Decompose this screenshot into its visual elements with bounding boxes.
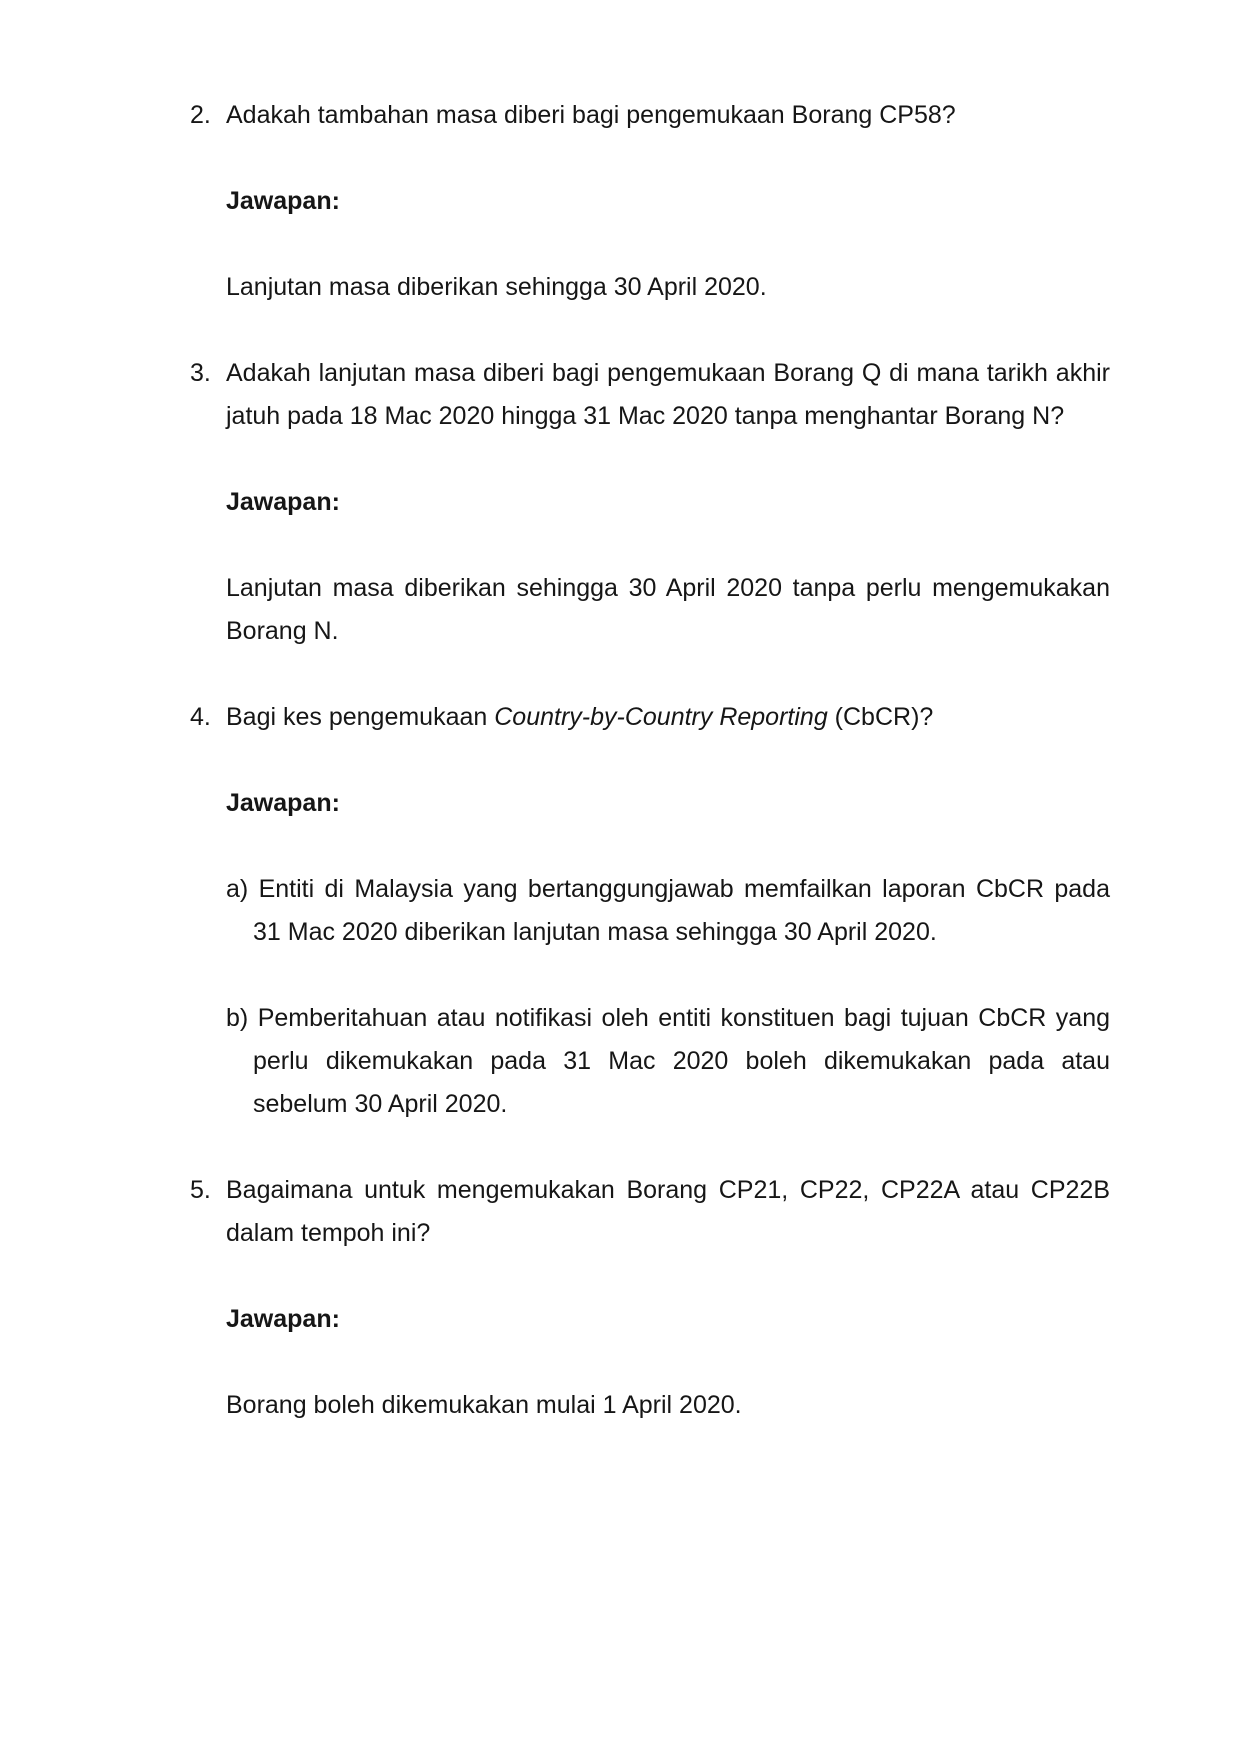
sub-answer-text: Pemberitahuan atau notifikasi oleh entiti konstituen bagi tujuan CbCR yang perlu dikemukakan pada 31 Mac 2020 boleh dikemukakan pada atau sebelum 30 April 2020. [253, 1004, 1111, 1118]
sub-answer-text: Entiti di Malaysia yang bertanggungjawab memfailkan laporan CbCR pada 31 Mac 2020 diberikan lanjutan masa sehingga 30 April 2020. [253, 875, 1110, 946]
list-number: 5. [190, 1176, 211, 1204]
question-text: Bagaimana untuk mengemukakan Borang CP21, CP22, CP22A atau CP22B dalam tempoh ini? [226, 1176, 1110, 1247]
question-text-prefix: Bagi kes pengemukaan [226, 703, 495, 731]
list-number: 2. [190, 101, 211, 129]
question-text-italic: Country-by-Country Reporting [494, 703, 828, 731]
answer-text-2: Lanjutan masa diberikan sehingga 30 April 2020. [226, 273, 767, 301]
question-text: Adakah tambahan masa diberi bagi pengemukaan Borang CP58? [226, 101, 956, 129]
answer-text-5: Borang boleh dikemukakan mulai 1 April 2020. [226, 1391, 742, 1419]
sub-answer-marker: a) [226, 875, 249, 903]
list-number: 4. [190, 703, 211, 731]
answer-text-3: Lanjutan masa diberikan sehingga 30 April 2020 tanpa perlu mengemukakan Borang N. [226, 574, 1110, 645]
sub-answer-a [226, 868, 1110, 954]
answer-label-3: Jawapan: [226, 488, 340, 516]
sub-answer-marker: b) [226, 1004, 249, 1032]
document-body [190, 94, 1111, 1470]
question-item-2 [190, 94, 1110, 137]
question-text: Adakah lanjutan masa diberi bagi pengemukaan Borang Q di mana tarikh akhir jatuh pada 18 Mac 2020 hingga 31 Mac 2020 tanpa menghantar Borang N? [226, 359, 1110, 430]
question-text-suffix: (CbCR)? [827, 703, 934, 731]
answer-label-2: Jawapan: [226, 187, 340, 215]
question-item-3 [190, 352, 1110, 438]
sub-answer-b [226, 997, 1110, 1126]
question-item-5 [190, 1169, 1110, 1255]
list-number: 3. [190, 359, 211, 387]
question-item-4 [190, 696, 1110, 739]
answer-label-4: Jawapan: [226, 789, 340, 817]
answer-label-5: Jawapan: [226, 1305, 340, 1333]
